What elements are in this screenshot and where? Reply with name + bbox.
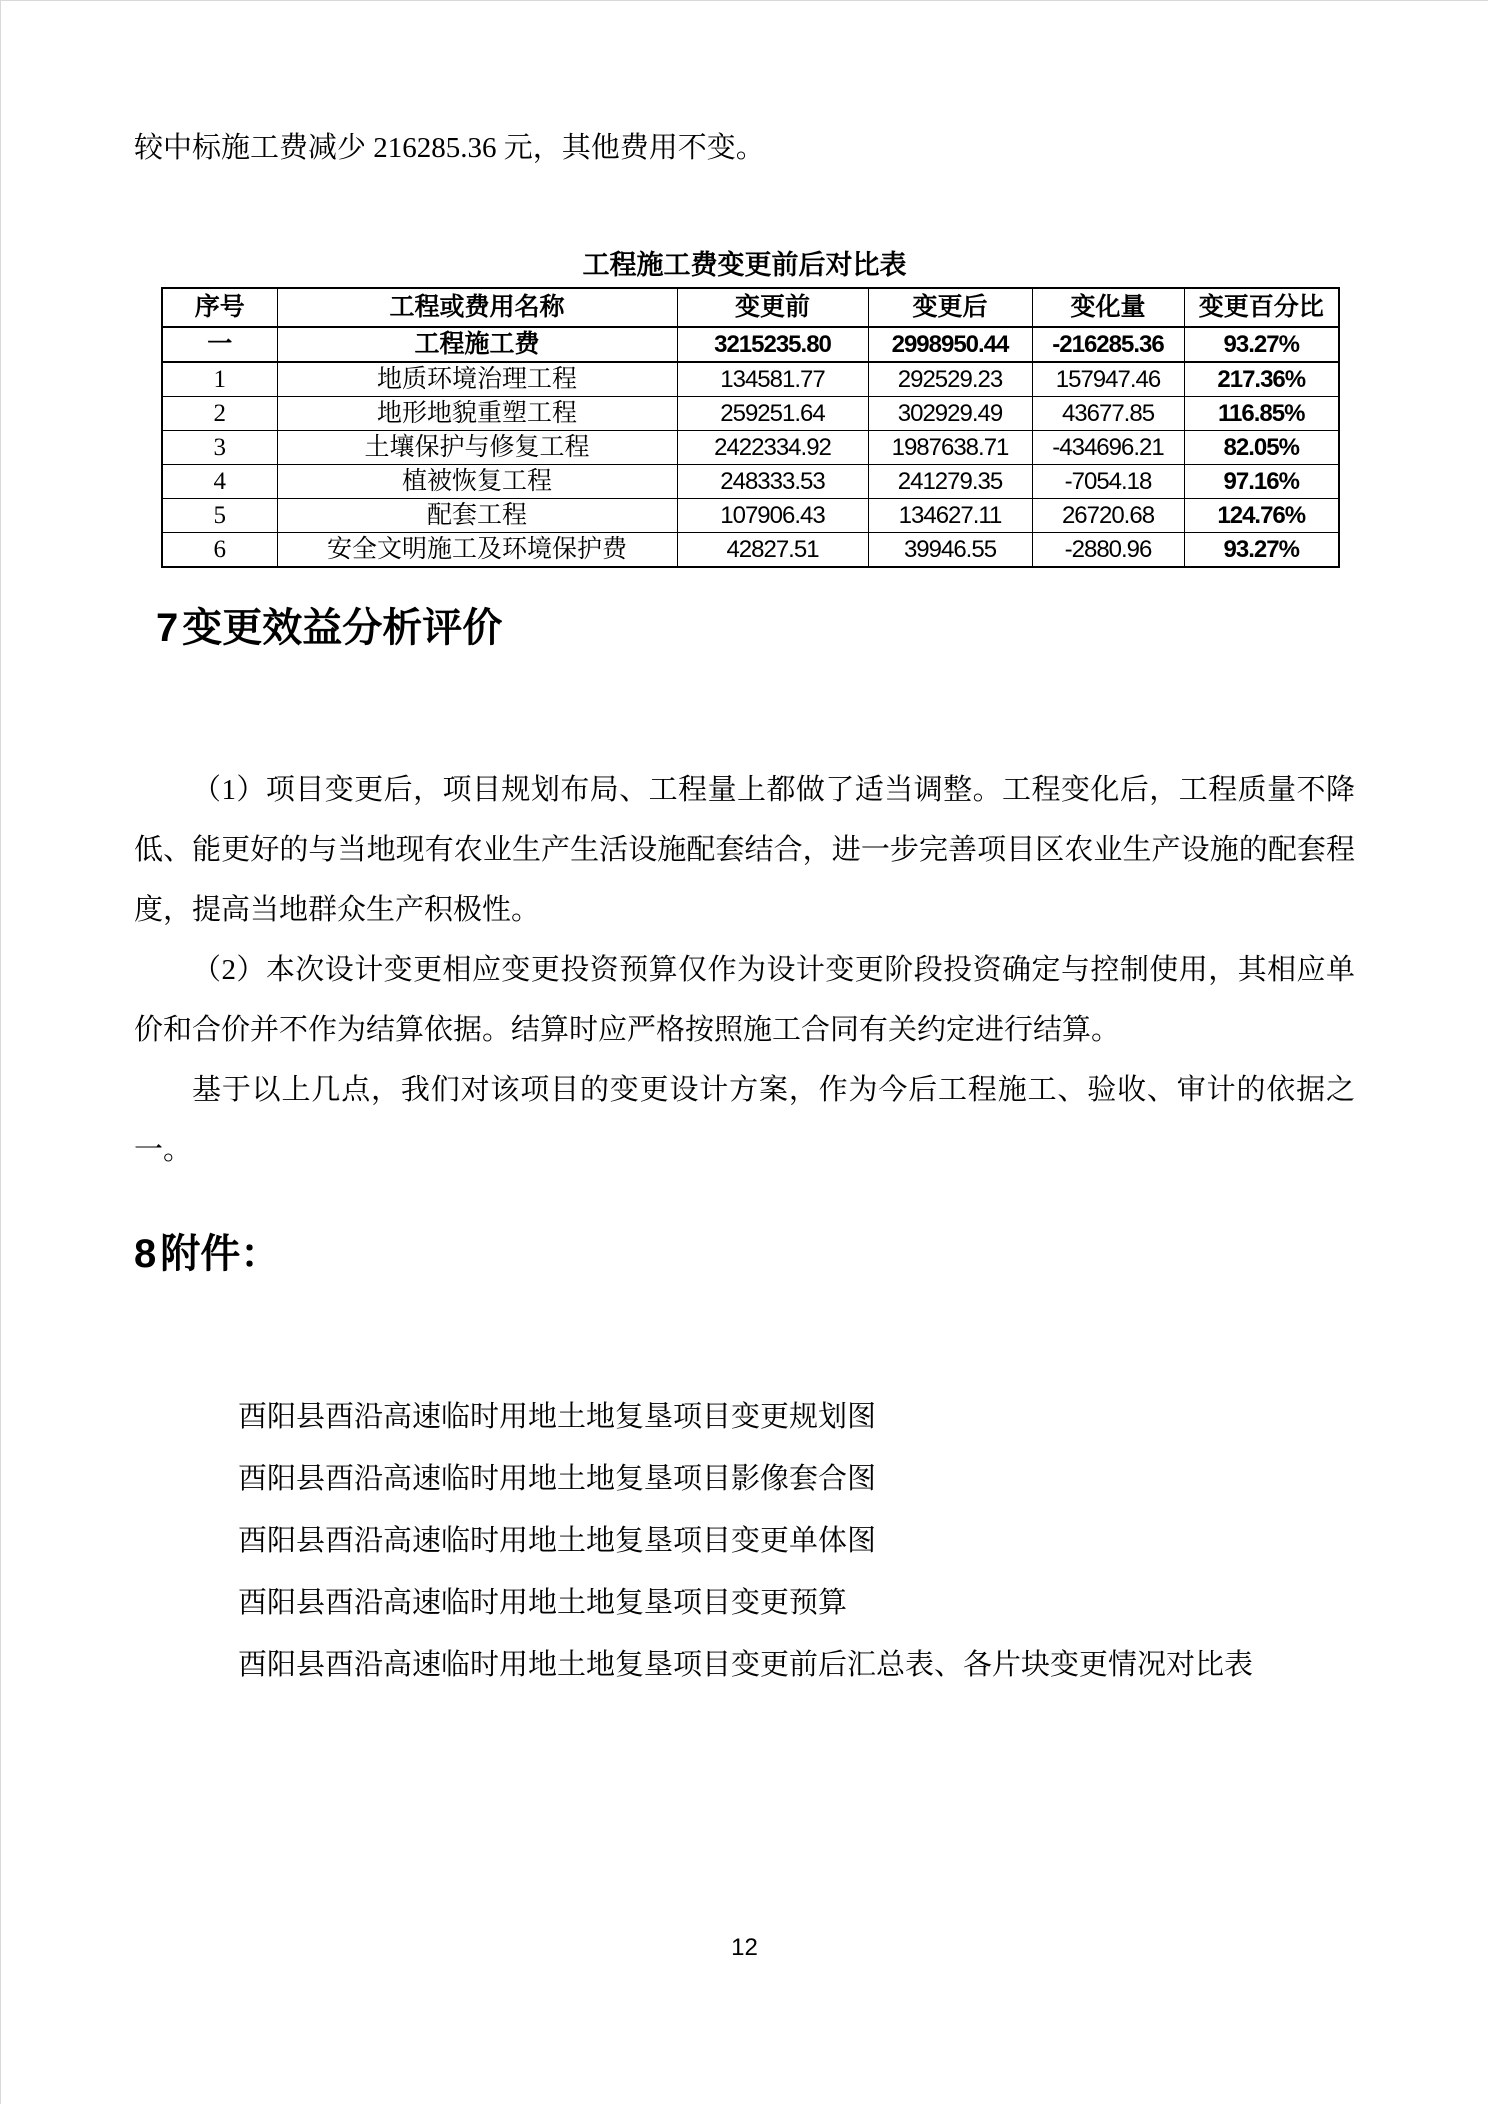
cell-seq: 1: [162, 362, 277, 397]
section-heading-8: [134, 1226, 1355, 1282]
table-title: 工程施工费变更前后对比表: [582, 250, 907, 280]
attachment-item: 酉阳县酉沿高速临时用地土地复垦项目变更预算: [238, 1587, 848, 1619]
attachment-item: 酉阳县酉沿高速临时用地土地复垦项目变更前后汇总表、各片块变更情况对比表: [238, 1649, 1254, 1681]
cell-after: 292529.23: [868, 362, 1032, 397]
header-before: 变更前: [677, 288, 868, 327]
cell-after: 134627.11: [868, 499, 1032, 533]
page-number: 12: [731, 1934, 758, 1961]
cell-percent: 93.27%: [1184, 327, 1339, 362]
table-row-total: [162, 327, 1339, 362]
cell-before: 3215235.80: [677, 327, 868, 362]
cell-name: 植被恢复工程: [277, 465, 677, 499]
attachment-list: [134, 1386, 1355, 1696]
cell-after: 2998950.44: [868, 327, 1032, 362]
cell-name: 配套工程: [277, 499, 677, 533]
cell-after: 302929.49: [868, 397, 1032, 431]
table-row: [162, 465, 1339, 499]
cell-percent: 217.36%: [1184, 362, 1339, 397]
cell-seq: 4: [162, 465, 277, 499]
cell-change: 43677.85: [1032, 397, 1184, 431]
paragraph: （2）本次设计变更相应变更投资预算仅作为设计变更阶段投资确定与控制使用，其相应单价和合价并不作为结算依据。结算时应严格按照施工合同有关约定进行结算。: [134, 954, 1355, 1046]
cell-before: 259251.64: [677, 397, 868, 431]
cell-seq: 2: [162, 397, 277, 431]
section-8-number: 8: [134, 1232, 157, 1276]
cell-before: 2422334.92: [677, 431, 868, 465]
table-row: [162, 362, 1339, 397]
cell-after: 241279.35: [868, 465, 1032, 499]
section-7-body: [134, 760, 1355, 1180]
cell-change: -434696.21: [1032, 431, 1184, 465]
cell-percent: 124.76%: [1184, 499, 1339, 533]
cell-before: 248333.53: [677, 465, 868, 499]
table-row: [162, 533, 1339, 568]
cost-comparison-table: [161, 287, 1340, 568]
header-change: 变化量: [1032, 288, 1184, 327]
cell-name: 土壤保护与修复工程: [277, 431, 677, 465]
cell-name: 工程施工费: [277, 327, 677, 362]
intro-paragraph: 较中标施工费减少 216285.36 元，其他费用不变。: [134, 132, 765, 164]
cell-seq: 5: [162, 499, 277, 533]
attachment-item: 酉阳县酉沿高速临时用地土地复垦项目影像套合图: [238, 1463, 877, 1495]
cell-name: 地形地貌重塑工程: [277, 397, 677, 431]
cell-change: 26720.68: [1032, 499, 1184, 533]
cell-after: 39946.55: [868, 533, 1032, 568]
cell-percent: 82.05%: [1184, 431, 1339, 465]
table-row: [162, 431, 1339, 465]
attachment-item: 酉阳县酉沿高速临时用地土地复垦项目变更单体图: [238, 1525, 877, 1557]
cell-seq: 一: [162, 327, 277, 362]
section-8-title: 附件：: [160, 1231, 281, 1276]
cell-before: 107906.43: [677, 499, 868, 533]
cell-after: 1987638.71: [868, 431, 1032, 465]
cell-change: -216285.36: [1032, 327, 1184, 362]
header-after: 变更后: [868, 288, 1032, 327]
cell-change: -2880.96: [1032, 533, 1184, 568]
table-row: [162, 397, 1339, 431]
cell-change: -7054.18: [1032, 465, 1184, 499]
header-item-name: 工程或费用名称: [277, 288, 677, 327]
cell-percent: 116.85%: [1184, 397, 1339, 431]
cell-before: 42827.51: [677, 533, 868, 568]
cell-percent: 97.16%: [1184, 465, 1339, 499]
header-percent: 变更百分比: [1184, 288, 1339, 327]
paragraph: （1）项目变更后，项目规划布局、工程量上都做了适当调整。工程变化后，工程质量不降低、能更好的与当地现有农业生产生活设施配套结合，进一步完善项目区农业生产设施的配套程度，提高当地群众生产积极性。: [134, 774, 1355, 926]
attachment-item: 酉阳县酉沿高速临时用地土地复垦项目变更规划图: [238, 1401, 877, 1433]
table-row: [162, 499, 1339, 533]
header-seq: 序号: [162, 288, 277, 327]
cell-seq: 6: [162, 533, 277, 568]
cell-seq: 3: [162, 431, 277, 465]
cell-change: 157947.46: [1032, 362, 1184, 397]
section-7-number: 7: [156, 606, 179, 650]
cell-name: 安全文明施工及环境保护费: [277, 533, 677, 568]
section-7-title: 变更效益分析评价: [182, 605, 503, 650]
cell-name: 地质环境治理工程: [277, 362, 677, 397]
paragraph: 基于以上几点，我们对该项目的变更设计方案，作为今后工程施工、验收、审计的依据之一。: [134, 1074, 1355, 1166]
cell-percent: 93.27%: [1184, 533, 1339, 568]
table-header-row: [162, 288, 1339, 327]
cell-before: 134581.77: [677, 362, 868, 397]
section-heading-7: [134, 600, 1355, 656]
